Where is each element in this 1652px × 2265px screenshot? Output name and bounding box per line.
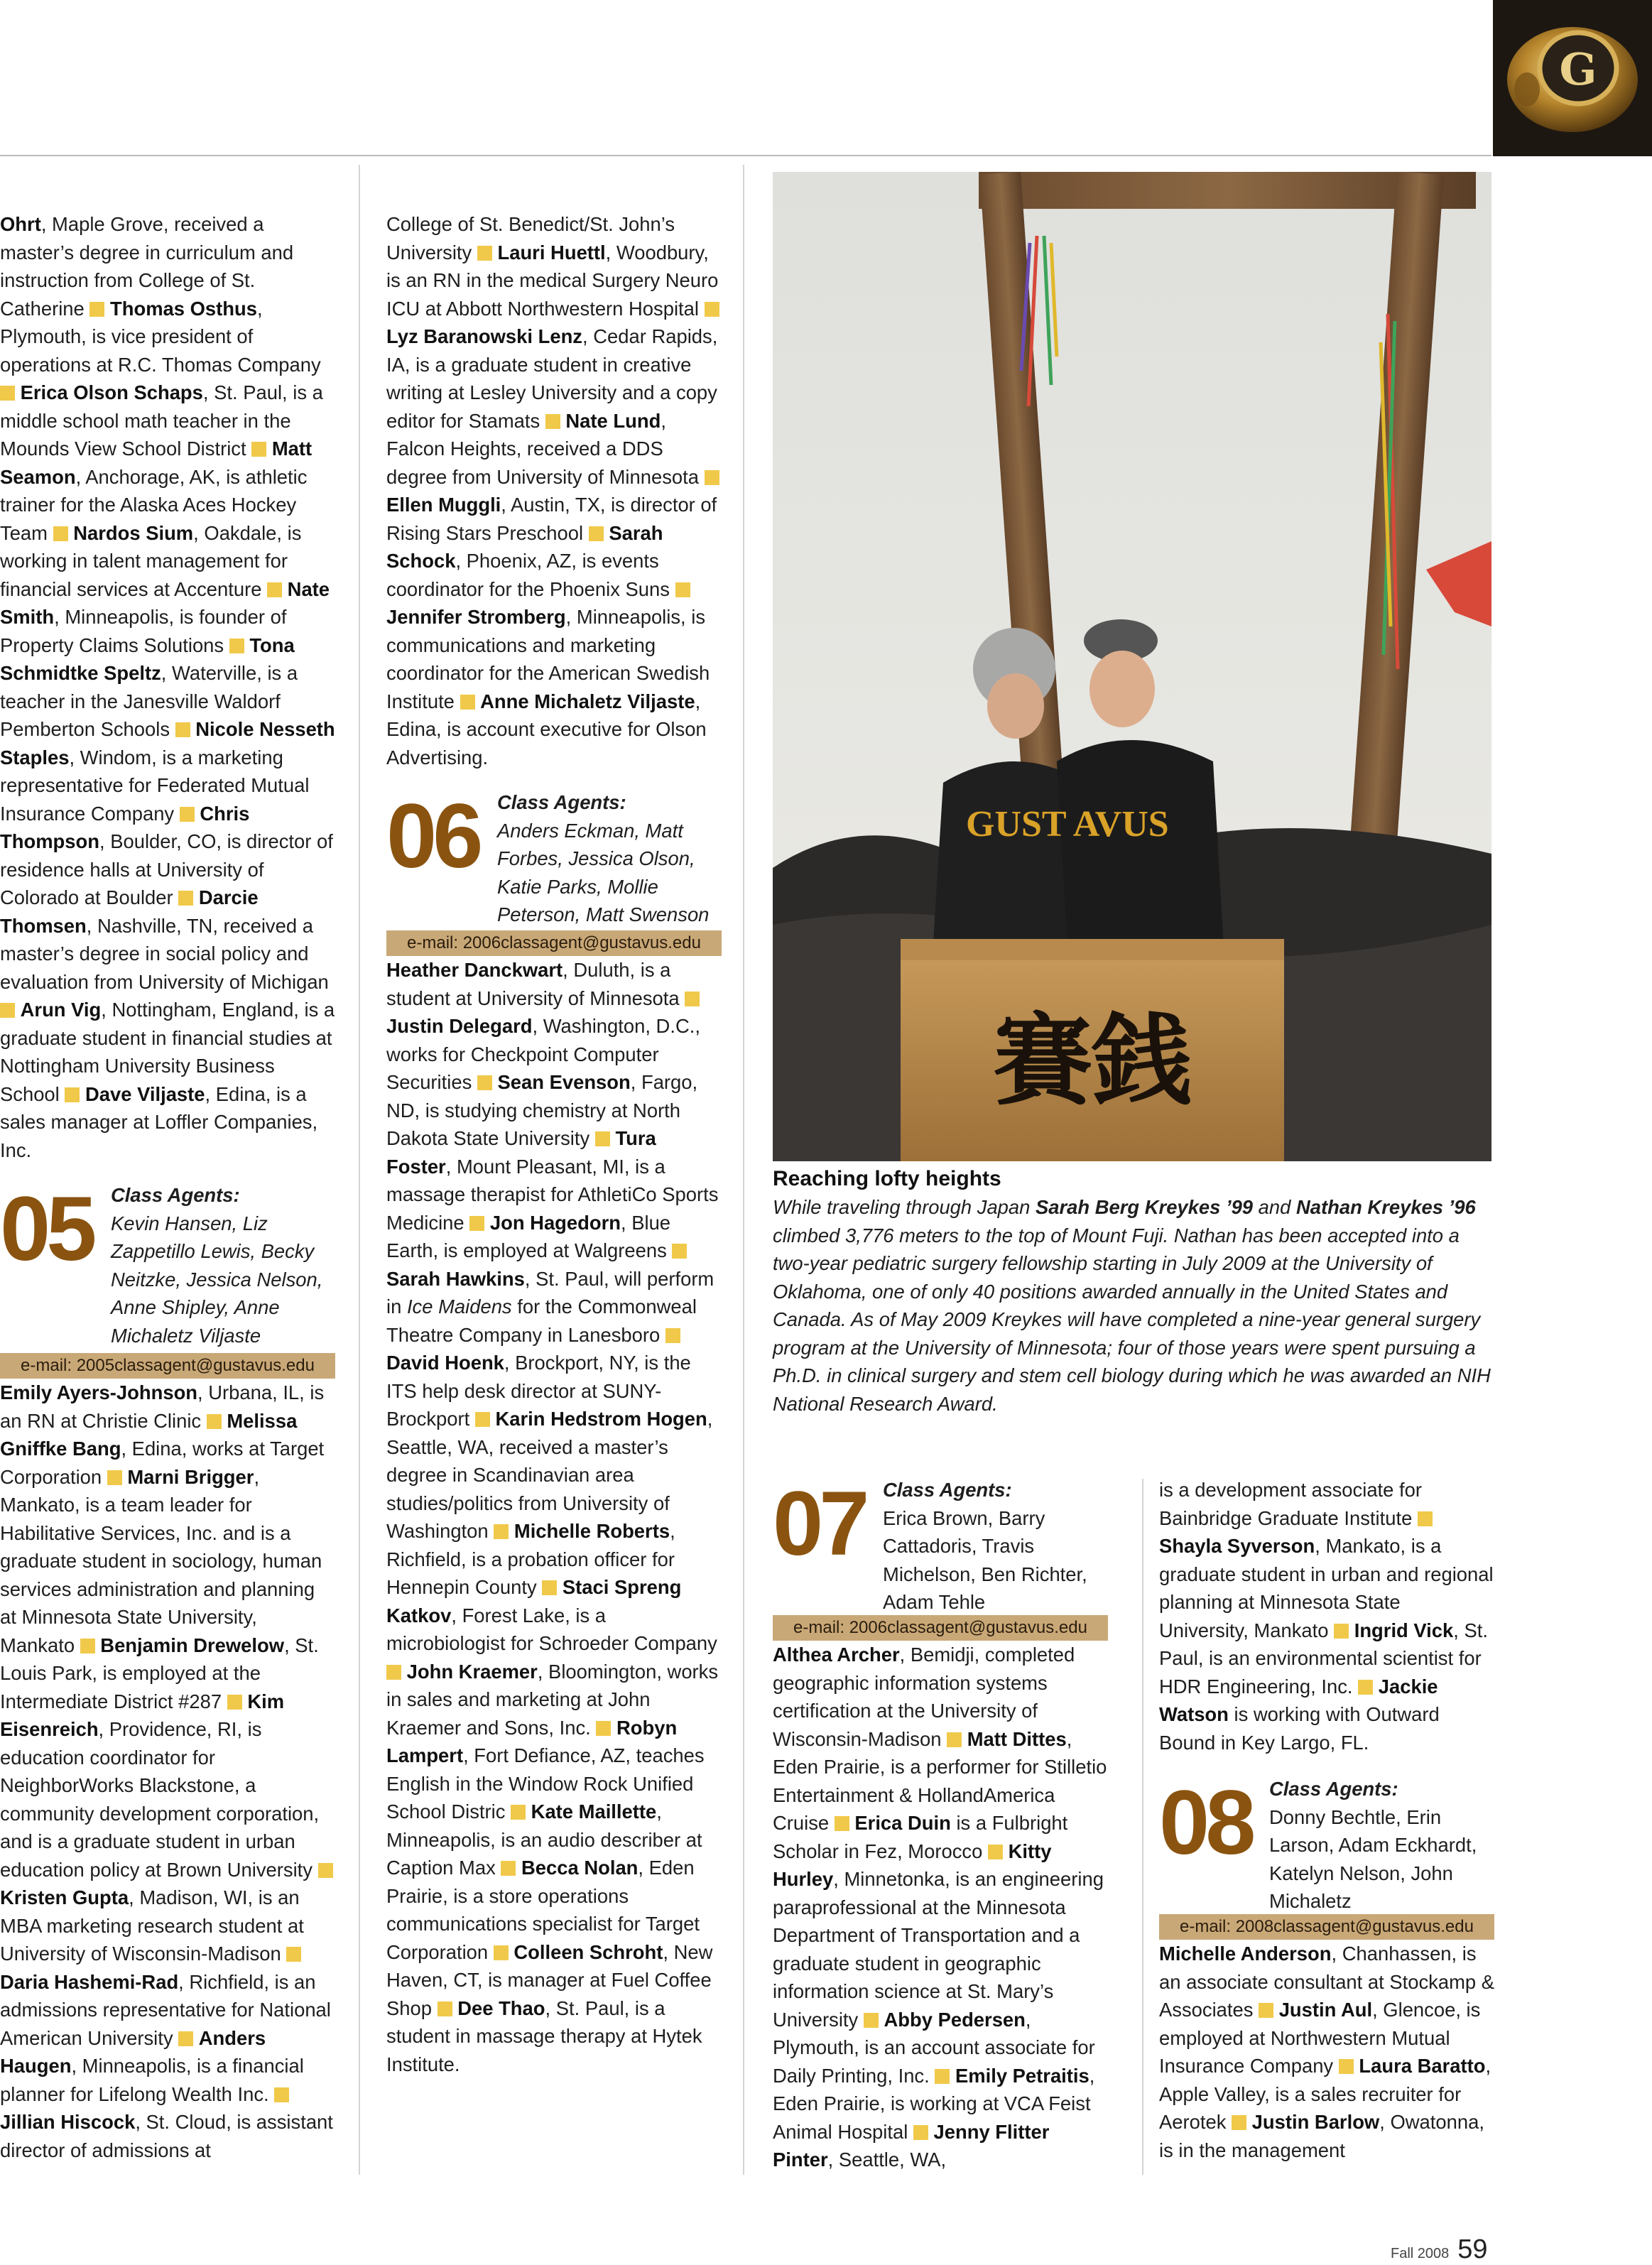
note-text: , Falcon Heights, received a DDS degree from University of Minnesota (386, 409, 705, 488)
person-name: Staci Spreng Katkov (386, 1576, 682, 1626)
person-name: Emily Ayers-Johnson (0, 1381, 198, 1403)
separator-square (251, 442, 266, 457)
separator-square (494, 1945, 509, 1960)
separator-square (107, 1470, 122, 1485)
note-text: , Eden Prairie, is working at VCA Feist Animal Hospital (773, 2064, 1095, 2143)
person-name: Heather Danckwart (386, 959, 563, 981)
column-rule (743, 165, 744, 2175)
person-name: Melissa Gniffke Bang (0, 1409, 298, 1460)
column-1 (0, 210, 335, 2164)
note-text: , St. Paul, is an environmental scientist for HDR Engineering, Inc. (1159, 1619, 1488, 1698)
note-text: While traveling through Japan (773, 1196, 1036, 1218)
note-text: , St. Paul, will perform in (386, 1267, 714, 1318)
note-text: , Eden Prairie, is a performer for Stilletio Entertainment & HollandAmerica Cruise (773, 1727, 1107, 1834)
note-text: , Fargo, ND, is studying chemistry at North Dakota State University (386, 1071, 698, 1149)
person-name: Jon Hagedorn (489, 1211, 621, 1234)
note-text: , Brockport, NY, is the ITS help desk director at SUNY-Brockport (386, 1352, 691, 1430)
separator-square (475, 1412, 490, 1427)
separator-square (864, 2013, 879, 2028)
note-text: , Minnetonka, is an engineering paraprofessional at the Minnesota Department of Transportation and a graduate student in geographic information science at St. Mary’s University (773, 1868, 1104, 2031)
separator-square (477, 246, 492, 261)
note-text: , Woodbury, is an RN in the medical Surgery Neuro ICU at Abbott Northwestern Hospital (386, 241, 719, 320)
person-name: Nardos Sium (73, 521, 194, 544)
note-text: is working with Outward Bound in Key Largo, FL. (1159, 1703, 1440, 1754)
class-year-number: 06 (386, 786, 479, 887)
person-name: Althea Archer (773, 1644, 900, 1666)
person-name: Sarah Berg Kreykes ’99 (1036, 1196, 1254, 1218)
note-text: , Edina, is a sales manager at Loffler Companies, Inc. (0, 1082, 318, 1161)
person-name: Matt Seamon (0, 438, 313, 488)
note-text: , Bloomington, works in sales and marketing at John Kraemer and Sons, Inc. (386, 1660, 719, 1739)
person-name: Jackie Watson (1159, 1675, 1438, 1725)
person-name: Becca Nolan (521, 1857, 638, 1879)
note-text: , Forest Lake, is a microbiologist for Schroeder Company (386, 1604, 717, 1654)
note-text: College of St. Benedict/St. John’s University (386, 213, 675, 264)
class-agents-heading: Class Agents: (111, 1184, 240, 1206)
separator-square (229, 639, 244, 653)
class-agents-heading: Class Agents: (883, 1479, 1012, 1501)
column-3 (773, 1473, 1108, 2174)
note-text: , Austin, TX, is director of Rising Stars Preschool (386, 494, 717, 544)
caption-title: Reaching lofty heights (773, 1167, 1001, 1190)
person-name: Benjamin Drewelow (100, 1634, 285, 1656)
note-text: , Eden Prairie, is a store operations communications specialist for Target Corporation (386, 1857, 700, 1963)
page-number: 59 (1457, 2234, 1488, 2264)
note-text: , St. Paul, is a student in massage therapy at Hytek Institute. (386, 1997, 702, 2075)
person-name: Nate Smith (0, 577, 330, 628)
note-text: is a Fulbright Scholar in Fez, Morocco (773, 1812, 1068, 1862)
separator-square (207, 1414, 222, 1429)
note-text: , Chanhassen, is an associate consultant at Stockamp & Associates (1159, 1943, 1494, 2021)
class-agents-names: Donny Bechtle, Erin Larson, Adam Eckhardt, Katelyn Nelson, John Michaletz (1269, 1805, 1477, 1912)
class-agents-names: Erica Brown, Barry Cattadoris, Travis Michelson, Ben Richter, Adam Tehle (883, 1506, 1087, 1613)
note-text: , Urbana, IL, is an RN at Christie Clinic (0, 1381, 325, 1432)
class-agents-names: Anders Eckman, Matt Forbes, Jessica Olson, Katie Parks, Mollie Peterson, Matt Swenson (497, 819, 710, 925)
class-email-bar[interactable]: e-mail: 2008classagent@gustavus.edu (1159, 1914, 1494, 1940)
note-text: , Fort Defiance, AZ, teaches English in the Window Rock Unified School Distric (386, 1744, 705, 1823)
person-name: Dave Viljaste (85, 1082, 205, 1105)
person-name: Darcie Thomsen (0, 886, 259, 937)
separator-square (1259, 2003, 1273, 2018)
note-text: , Apple Valley, is a sales recruiter for Aerotek (1159, 2055, 1491, 2133)
separator-square (675, 582, 690, 597)
note-text: , Mankato, is a team leader for Habilitative Services, Inc. and is a graduate student in sociology, human services administration and planning at Minnesota State University, Mankato (0, 1465, 322, 1656)
person-name: Dee Thao (457, 1997, 545, 2019)
person-name: Sarah Hawkins (386, 1267, 525, 1290)
class-notes-paragraph (1159, 1940, 1494, 2164)
separator-square (913, 2125, 928, 2140)
note-text: , Waterville, is a teacher in the Janesville Waldorf Pemberton Schools (0, 662, 298, 740)
class-notes-paragraph (0, 1379, 335, 2164)
note-text: is a development associate for Bainbridge Graduate Institute (1159, 1479, 1422, 1529)
note-text: climbed 3,776 meters to the top of Mount Fuji. Nathan has been accepted into a two-year pediatric surgery fellowship starting in July 2009 at the University of Oklahoma, one of only 40 positions awarded annually in the United States and Canada. As of May 2009 Kreykes will have completed a nine-year general surgery program at the University of Minnesota; four of those years were spent pursuing a Ph.D. in clinical surgery and stem cell biology during which he was awarded an NIH National Research Award. (773, 1224, 1491, 1415)
note-text: , Seattle, WA, received a master’s degree in Scandinavian area studies/politics from University of Washington (386, 1408, 713, 1542)
note-text: , Nottingham, England, is a graduate student in financial studies at Nottingham University Business School (0, 999, 335, 1105)
note-text: , Boulder, CO, is director of residence halls at University of Colorado at Boulder (0, 830, 333, 908)
note-text: , Minneapolis, is founder of Property Claims Solutions (0, 606, 287, 656)
note-text: for the Commonweal Theatre Company in Lanesboro (386, 1296, 697, 1346)
separator-square (595, 1131, 610, 1146)
note-text: , Duluth, is a student at University of Minnesota (386, 959, 685, 1009)
person-name: Thomas Osthus (110, 297, 257, 320)
separator-square (469, 1216, 484, 1231)
class-email-bar[interactable]: e-mail: 2006classagent@gustavus.edu (386, 930, 722, 956)
note-text: , St. Cloud, is assistant director of admissions at (0, 2111, 333, 2161)
person-name: Erica Duin (854, 1812, 951, 1834)
person-name: Karin Hedstrom Hogen (495, 1408, 707, 1430)
note-text: , Plymouth, is an account associate for Daily Printing, Inc. (773, 2008, 1095, 2087)
note-text: , Providence, RI, is education coordinator for NeighborWorks Blackstone, a community development corporation, and is a graduate student in urban education policy at Brown University (0, 1718, 320, 1881)
person-name: Sarah Schock (386, 521, 663, 572)
note-text: , Nashville, TN, received a master’s degree in social policy and evaluation from University of Michigan (0, 914, 329, 993)
separator-square (1418, 1511, 1433, 1526)
note-text: , Richfield, is a probation officer for Hennepin County (386, 1520, 675, 1598)
class-notes-paragraph (386, 956, 722, 2078)
class-agents-heading: Class Agents: (497, 791, 626, 813)
person-name: Marni Brigger (127, 1465, 254, 1488)
person-name: Michelle Anderson (1159, 1943, 1332, 1965)
note-text: , Seattle, WA, (827, 2149, 947, 2171)
person-name: Ohrt (0, 213, 41, 235)
separator-square (0, 1003, 15, 1018)
separator-square (835, 1816, 849, 1831)
class-notes-paragraph (0, 210, 335, 1164)
class-notes-paragraph (1159, 1476, 1494, 1756)
caption-body (773, 1193, 1491, 1418)
person-name: Emily Petraitis (955, 2064, 1089, 2087)
person-name: Arun Vig (20, 999, 102, 1021)
separator-square (511, 1805, 526, 1820)
separator-square (438, 2001, 452, 2016)
person-name: Chris Thompson (0, 802, 250, 852)
person-name: Jennifer Stromberg (386, 606, 566, 628)
note-text: , Washington, D.C., works for Checkpoint Computer Securities (386, 1015, 700, 1093)
class-notes-paragraph (773, 1641, 1108, 2174)
person-name: Tura Foster (386, 1127, 656, 1178)
person-name: Robyn Lampert (386, 1716, 678, 1766)
note-text: , Mankato, is a graduate student in urban and regional planning at Minnesota State University, Mankato (1159, 1535, 1494, 1641)
column-rule (359, 165, 360, 2175)
person-name: Anne Michaletz Viljaste (480, 690, 695, 712)
person-name: Anders Haugen (0, 2026, 266, 2077)
note-text: , Glencoe, is employed at Northwestern Mutual Insurance Company (1159, 1999, 1481, 2077)
note-text: , Edina, is account executive for Olson Advertising. (386, 690, 707, 768)
class-agents-names: Kevin Hansen, Liz Zappetillo Lewis, Becky Neitzke, Jessica Nelson, Anne Shipley, Anne Michaletz Viljaste (111, 1212, 323, 1347)
separator-square (178, 2031, 193, 2046)
note-text: , Owatonna, is in the management (1159, 2111, 1484, 2161)
note-text: , Phoenix, AZ, is events coordinator for the Phoenix Suns (386, 550, 675, 600)
separator-square (0, 386, 15, 401)
photo-caption (773, 1165, 1491, 1418)
note-text: , Edina, works at Target Corporation (0, 1438, 325, 1488)
separator-square (318, 1863, 333, 1878)
separator-square (988, 1845, 1003, 1859)
header-rule (0, 155, 1491, 156)
separator-square (665, 1328, 680, 1343)
note-text: , Richfield, is an admissions representative for National American University (0, 1970, 331, 2049)
note-text: , Windom, is a marketing representative for Federated Mutual Insurance Company (0, 746, 310, 825)
class-07-agents (773, 1473, 1108, 1615)
mount-fuji-photo (773, 172, 1491, 1161)
issue-label: Fall 2008 (1391, 2246, 1450, 2261)
person-name: David Hoenk (386, 1352, 504, 1374)
separator-square (705, 302, 719, 317)
class-08-agents (1159, 1772, 1494, 1914)
separator-square (180, 807, 195, 822)
note-text: , Plymouth, is vice president of operations at R.C. Thomas Company (0, 297, 321, 376)
person-name: Matt Dittes (967, 1727, 1067, 1750)
class-email-bar[interactable]: e-mail: 2005classagent@gustavus.edu (0, 1353, 335, 1379)
separator-square (947, 1732, 962, 1747)
separator-square (935, 2069, 950, 2084)
person-name: Colleen Schroht (513, 1940, 663, 1963)
class-email-bar[interactable]: e-mail: 2006classagent@gustavus.edu (773, 1615, 1108, 1641)
column-4 (1159, 1476, 1494, 2164)
note-text: , Oakdale, is working in talent management for financial services at Accenture (0, 521, 302, 600)
separator-square (494, 1524, 509, 1539)
separator-square (178, 891, 193, 906)
person-name: Lyz Baranowski Lenz (386, 325, 583, 347)
note-text: , Anchorage, AK, is athletic trainer for the Alaska Aces Hockey Team (0, 465, 308, 544)
person-name: Jenny Flitter Pinter (773, 2120, 1050, 2171)
separator-square (53, 526, 68, 541)
note-text: , Mount Pleasant, MI, is a massage therapist for AthletiCo Sports Medicine (386, 1155, 719, 1234)
person-name: Daria Hashemi-Rad (0, 1970, 179, 1993)
separator-square (672, 1244, 687, 1259)
note-text: , St. Louis Park, is employed at the Intermediate District #287 (0, 1634, 319, 1712)
class-ring-image (1493, 0, 1652, 156)
class-notes-paragraph (386, 210, 722, 771)
person-name: Kristen Gupta (0, 1886, 129, 1908)
person-name: Kim Eisenreich (0, 1690, 285, 1740)
class-year-number: 08 (1159, 1772, 1252, 1874)
person-name: Abby Pedersen (884, 2008, 1026, 2031)
shirt-text: GUST AVUS (966, 804, 1169, 844)
separator-square (89, 302, 104, 317)
person-name: Kate Maillette (531, 1800, 657, 1823)
note-text: , Blue Earth, is employed at Walgreens (386, 1211, 673, 1261)
person-name: Sean Evenson (497, 1071, 631, 1093)
note-text: , Minneapolis, is a financial planner for Lifelong Wealth Inc. (0, 2055, 304, 2105)
class-agents-heading: Class Agents: (1269, 1778, 1398, 1800)
separator-square (80, 1639, 95, 1653)
separator-square (175, 722, 190, 737)
class-year-number: 07 (773, 1473, 866, 1575)
person-name: Shayla Syverson (1159, 1535, 1315, 1557)
separator-square (65, 1087, 80, 1102)
person-name: Justin Barlow (1251, 2111, 1380, 2133)
person-name: Nicole Nesseth Staples (0, 718, 335, 768)
separator-square (1334, 1624, 1349, 1639)
note-text: , New Haven, CT, is manager at Fuel Coffee Shop (386, 1940, 713, 2019)
separator-square (1358, 1680, 1373, 1695)
svg-text:G: G (1559, 43, 1597, 95)
class-year-number: 05 (0, 1178, 93, 1280)
separator-square (274, 2087, 289, 2102)
separator-square (1232, 2115, 1246, 2130)
separator-square (596, 1721, 611, 1736)
separator-square (545, 414, 560, 429)
note-text: , Maple Grove, received a master’s degree in curriculum and instruction from College of St. Catherine (0, 213, 294, 320)
person-name: Ingrid Vick (1354, 1619, 1454, 1641)
column-2 (386, 210, 722, 2078)
person-name: Justin Delegard (386, 1015, 533, 1037)
note-text: , Bemidji, completed geographic information systems certification at the University of Wisconsin-Madison (773, 1644, 1075, 1750)
class-05-agents (0, 1178, 335, 1350)
separator-square (589, 526, 604, 541)
note-text: , Cedar Rapids, IA, is a graduate student in creative writing at Lesley University and a copy editor for Stamats (386, 325, 718, 432)
separator-square (542, 1580, 557, 1595)
person-name: Erica Olson Schaps (20, 381, 203, 403)
separator-square (286, 1947, 301, 1962)
separator-square (227, 1695, 242, 1710)
separator-square (386, 1665, 401, 1680)
note-text: , Minneapolis, is communications and marketing coordinator for the American Swedish Institute (386, 606, 710, 712)
note-text: , Minneapolis, is an audio describer at Caption Max (386, 1800, 702, 1879)
person-name: Tona Schmidtke Speltz (0, 634, 295, 684)
person-name: Kitty Hurley (773, 1840, 1052, 1890)
class-06-agents (386, 788, 722, 929)
note-text: and (1253, 1196, 1296, 1218)
person-name: Michelle Roberts (513, 1520, 670, 1542)
separator-square (685, 992, 700, 1006)
person-name: John Kraemer (406, 1660, 538, 1683)
person-name: Nate Lund (565, 409, 661, 432)
separator-square (1339, 2059, 1354, 2074)
person-name: Ellen Muggli (386, 494, 501, 516)
italic-title: Ice Maidens (406, 1296, 512, 1318)
separator-square (267, 582, 282, 597)
note-text: , St. Paul, is a middle school math teacher in the Mounds View School District (0, 381, 323, 460)
person-name: Lauri Huettl (497, 241, 606, 264)
box-kanji: 賽銭 (992, 1003, 1192, 1119)
separator-square (477, 1075, 492, 1090)
separator-square (705, 470, 719, 485)
person-name: Jillian Hiscock (0, 2111, 136, 2133)
separator-square (460, 695, 475, 710)
note-text: , Madison, WI, is an MBA marketing research student at University of Wisconsin-Madison (0, 1886, 304, 1965)
page-footer (1391, 2234, 1488, 2265)
person-name: Justin Aul (1278, 1999, 1373, 2021)
person-name: Nathan Kreykes ’96 (1295, 1196, 1476, 1218)
column-rule (1142, 1479, 1143, 2175)
person-name: Laura Baratto (1359, 2055, 1486, 2077)
separator-square (501, 1861, 516, 1876)
